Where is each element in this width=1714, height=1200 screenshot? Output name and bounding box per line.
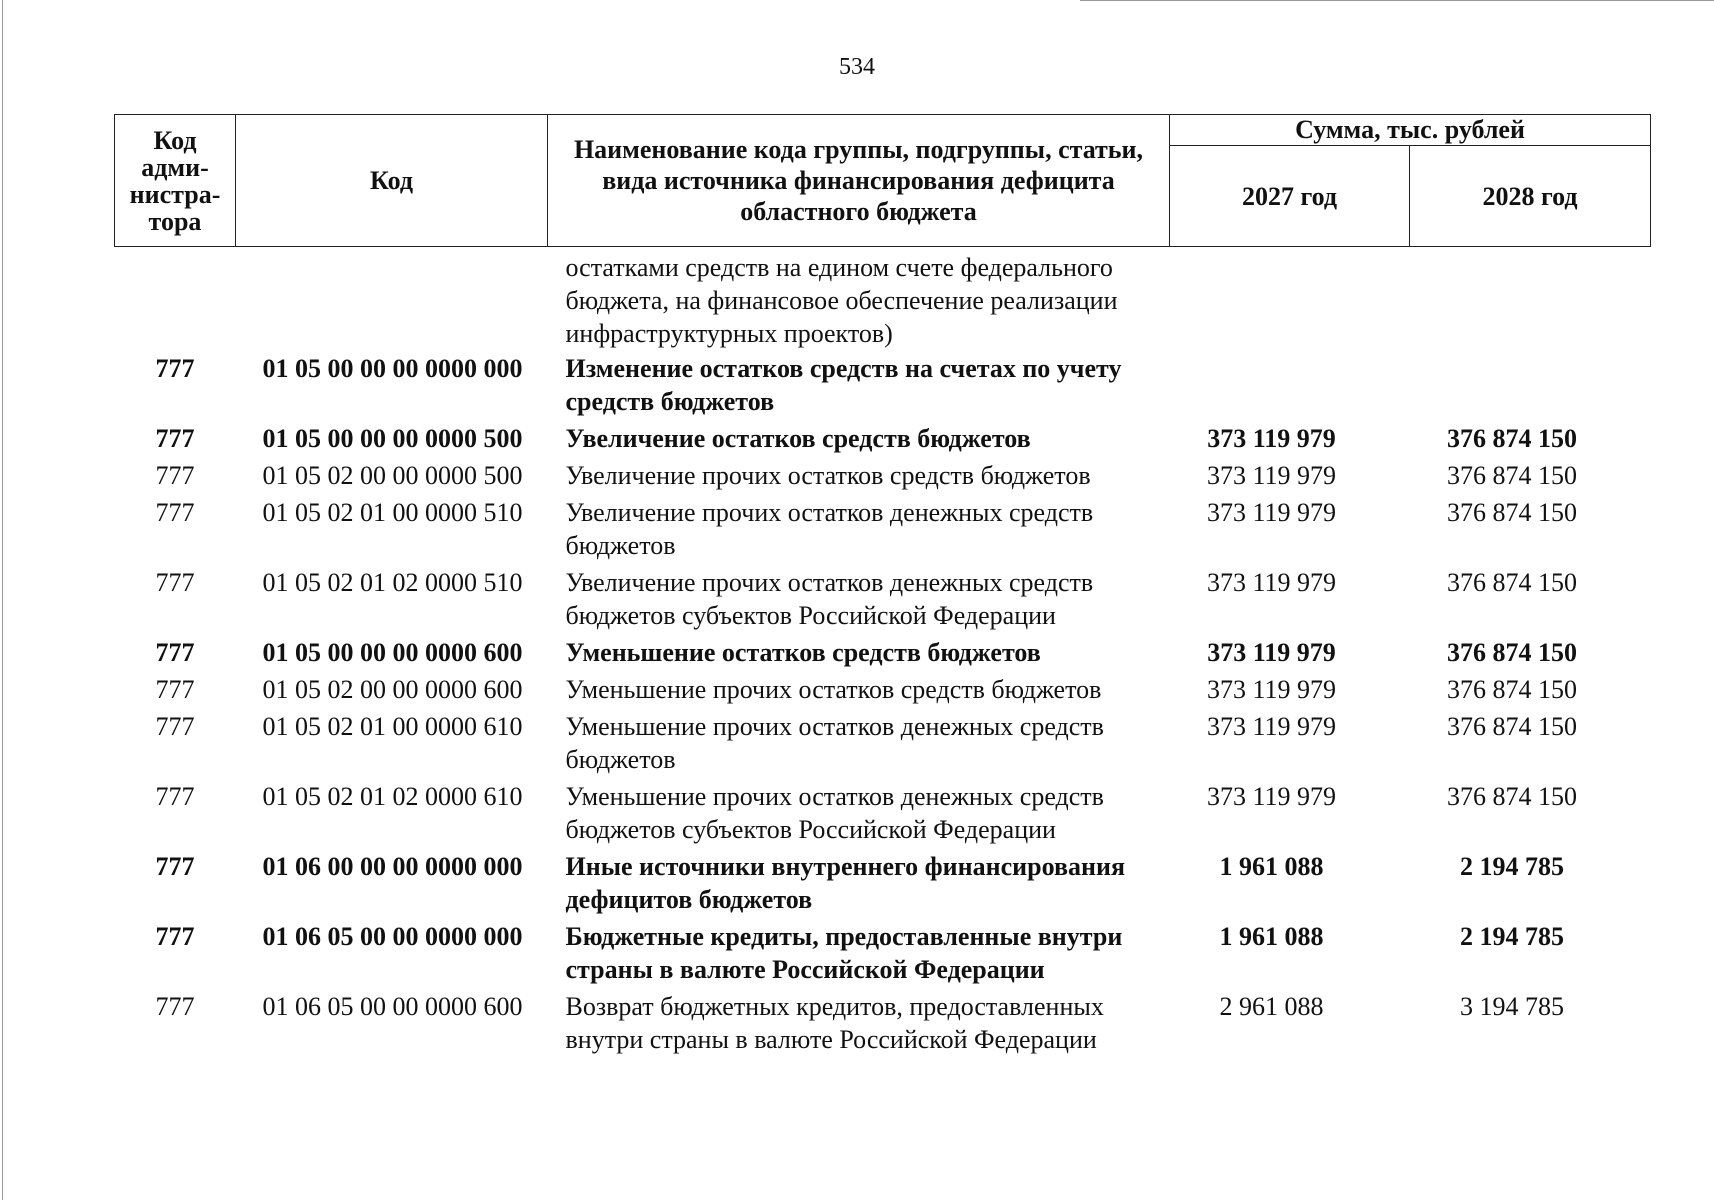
amount-2027-cell: 1 961 088 — [1219, 852, 1324, 881]
code-cell: 01 06 05 00 00 0000 600 — [262, 992, 523, 1021]
table-header — [115, 115, 1651, 247]
code-cell: 01 05 00 00 00 0000 000 — [262, 354, 523, 383]
admin-code-cell: 777 — [155, 782, 195, 811]
amount-2028-cell: 376 874 150 — [1447, 712, 1577, 741]
amount-2028-cell: 376 874 150 — [1447, 638, 1577, 667]
admin-code-cell: 777 — [155, 852, 195, 881]
table-row — [115, 420, 1651, 457]
amount-2028-cell: 376 874 150 — [1447, 498, 1577, 527]
table-body — [115, 247, 1651, 1059]
table-row — [115, 988, 1651, 1058]
admin-code-cell: 777 — [155, 992, 195, 1021]
amount-2027-cell: 373 119 979 — [1206, 498, 1337, 527]
admin-code-cell: 777 — [155, 638, 195, 667]
name-cell: Увеличение прочих остатков денежных средств бюджетов субъектов Российской Федерации — [565, 568, 1094, 630]
amount-2028-cell — [1410, 350, 1651, 420]
header-name: Наименование кода группы, подгруппы, статьи, вида источника финансирования дефицита областного бюджета — [548, 115, 1170, 247]
scan-edge-left — [2, 0, 3, 1200]
header-year-2027: 2027 год — [1170, 146, 1410, 247]
name-cell: Увеличение прочих остатков денежных средств бюджетов — [565, 498, 1094, 560]
name-cell: остатками средств на едином счете федерального бюджета, на финансовое обеспечение реализации инфраструктурных проектов) — [565, 253, 1118, 348]
name-cell: Увеличение остатков средств бюджетов — [565, 424, 1031, 453]
table-row — [115, 671, 1651, 708]
table-row — [115, 350, 1651, 420]
amount-2028-cell: 376 874 150 — [1447, 782, 1577, 811]
table-row — [115, 634, 1651, 671]
table-row — [115, 494, 1651, 564]
name-cell: Уменьшение остатков средств бюджетов — [565, 638, 1041, 667]
code-cell: 01 05 02 00 00 0000 500 — [262, 461, 523, 490]
admin-code-cell: 777 — [155, 675, 195, 704]
name-cell: Иные источники внутреннего финансирования дефицитов бюджетов — [565, 852, 1126, 914]
code-cell: 01 05 02 01 02 0000 610 — [262, 782, 523, 811]
name-cell: Бюджетные кредиты, предоставленные внутри страны в валюте Российской Федерации — [565, 922, 1123, 984]
admin-code-cell — [115, 247, 236, 351]
admin-code-cell: 777 — [155, 461, 195, 490]
name-cell: Уменьшение прочих остатков средств бюджетов — [565, 675, 1102, 704]
amount-2027-cell: 2 961 088 — [1219, 992, 1324, 1021]
code-cell: 01 05 02 01 00 0000 610 — [262, 712, 523, 741]
amount-2028-cell: 2 194 785 — [1460, 852, 1564, 881]
admin-code-cell: 777 — [155, 922, 195, 951]
code-cell: 01 05 02 00 00 0000 600 — [262, 675, 523, 704]
header-sum: Сумма, тыс. рублей — [1170, 115, 1651, 146]
code-cell: 01 05 00 00 00 0000 600 — [262, 638, 523, 667]
name-cell: Увеличение прочих остатков средств бюджетов — [565, 461, 1091, 490]
header-year-2028: 2028 год — [1410, 146, 1651, 247]
code-cell — [236, 247, 548, 351]
admin-code-cell: 777 — [155, 712, 195, 741]
amount-2027-cell: 1 961 088 — [1219, 922, 1324, 951]
code-cell: 01 05 00 00 00 0000 500 — [262, 424, 523, 453]
amount-2027-cell: 373 119 979 — [1206, 712, 1337, 741]
code-cell: 01 06 00 00 00 0000 000 — [262, 852, 523, 881]
page-number: 534 — [839, 54, 875, 80]
amount-2028-cell: 376 874 150 — [1447, 568, 1577, 597]
code-cell: 01 06 05 00 00 0000 000 — [262, 922, 523, 951]
amount-2028-cell — [1410, 247, 1651, 351]
name-cell: Изменение остатков средств на счетах по учету средств бюджетов — [565, 354, 1122, 416]
scan-edge-top — [1080, 0, 1714, 1]
code-cell: 01 05 02 01 02 0000 510 — [262, 568, 523, 597]
amount-2028-cell: 376 874 150 — [1447, 675, 1577, 704]
amount-2028-cell: 3 194 785 — [1460, 992, 1564, 1021]
table-row — [115, 848, 1651, 918]
amount-2028-cell: 376 874 150 — [1447, 424, 1577, 453]
table-row — [115, 918, 1651, 988]
amount-2028-cell: 376 874 150 — [1447, 461, 1577, 490]
admin-code-cell: 777 — [155, 424, 195, 453]
amount-2027-cell: 373 119 979 — [1207, 638, 1336, 667]
name-cell: Уменьшение прочих остатков денежных средств бюджетов — [565, 712, 1104, 774]
amount-2027-cell: 373 119 979 — [1206, 568, 1337, 597]
table-row — [115, 708, 1651, 778]
amount-2028-cell: 2 194 785 — [1460, 922, 1564, 951]
admin-code-cell: 777 — [155, 568, 195, 597]
header-code: Код — [236, 115, 548, 247]
code-cell: 01 05 02 01 00 0000 510 — [262, 498, 523, 527]
amount-2027-cell: 373 119 979 — [1206, 675, 1337, 704]
table-row — [115, 778, 1651, 848]
table-row — [115, 247, 1651, 351]
table-row — [115, 457, 1651, 494]
amount-2027-cell: 373 119 979 — [1206, 782, 1337, 811]
amount-2027-cell: 373 119 979 — [1207, 424, 1336, 453]
budget-sources-table — [114, 114, 1651, 1058]
amount-2027-cell: 373 119 979 — [1206, 461, 1337, 490]
name-cell: Уменьшение прочих остатков денежных средств бюджетов субъектов Российской Федерации — [565, 782, 1104, 844]
amount-2027-cell — [1170, 350, 1410, 420]
amount-2027-cell — [1170, 247, 1410, 351]
admin-code-cell: 777 — [155, 354, 195, 383]
header-admin-code: Код адми-нистра-тора — [115, 115, 236, 247]
admin-code-cell: 777 — [155, 498, 195, 527]
table-row — [115, 564, 1651, 634]
name-cell: Возврат бюджетных кредитов, предоставленных внутри страны в валюте Российской Федерации — [565, 992, 1104, 1054]
